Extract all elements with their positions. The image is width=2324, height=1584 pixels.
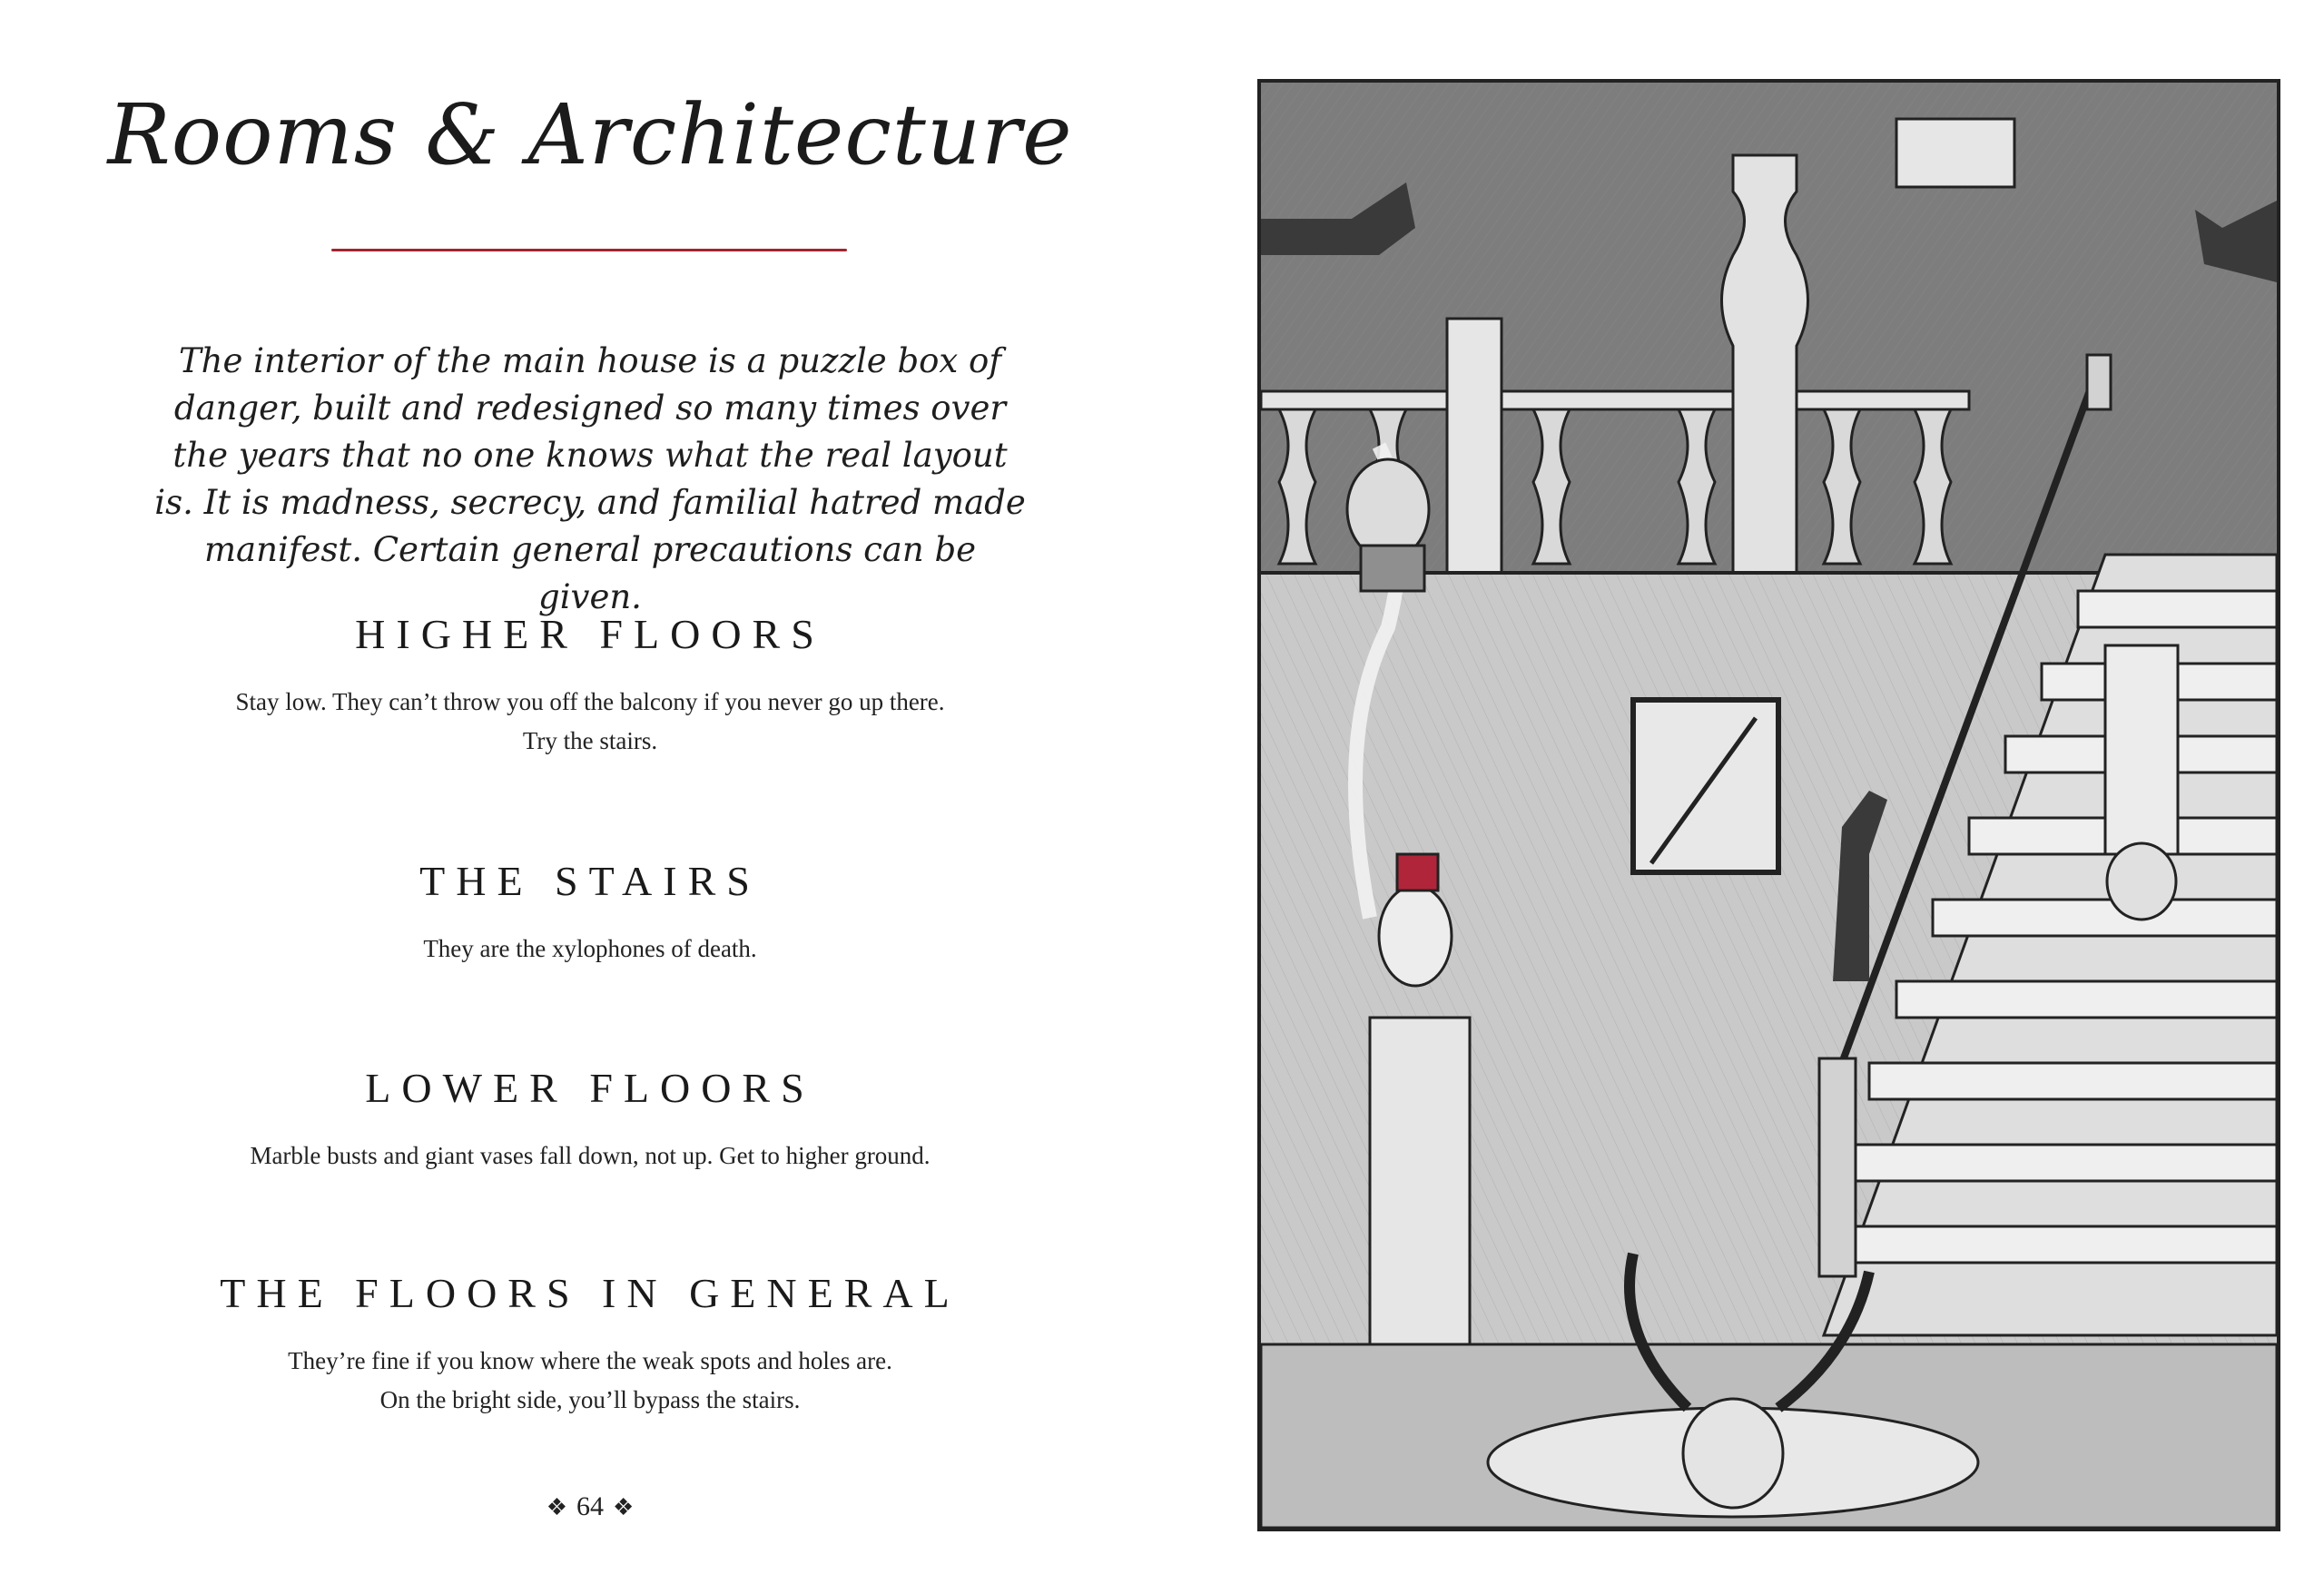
ornament-right-icon: ❖ bbox=[613, 1494, 635, 1520]
falling-woman-figure bbox=[2105, 645, 2178, 920]
body-line: Marble busts and giant vases fall down, not up. Get to higher ground. bbox=[250, 1142, 931, 1169]
heading-lower-floors: LOWER FLOORS bbox=[365, 1065, 815, 1111]
small-framed-picture bbox=[1896, 119, 2014, 187]
body-lower-floors bbox=[0, 1136, 1180, 1176]
haunted-stairs-illustration bbox=[1257, 79, 2280, 1531]
intro-paragraph: The interior of the main house is a puzzle box of danger, built and redesigned so many times over the years that no one knows what the real layout is. It is madness, secrecy, and familial hatred made manifest. Certain general precautions can be given. bbox=[154, 341, 1026, 616]
heading-floors-in-general: THE FLOORS IN GENERAL bbox=[220, 1270, 960, 1316]
page-title: Rooms & Architecture bbox=[107, 86, 1073, 183]
column-left bbox=[1447, 319, 1502, 573]
body-line: Try the stairs. bbox=[522, 727, 658, 754]
page-number-value: 64 bbox=[576, 1491, 604, 1521]
floating-head-figure bbox=[1347, 459, 1429, 591]
ornament-left-icon: ❖ bbox=[546, 1494, 567, 1520]
body-line: They are the xylophones of death. bbox=[423, 935, 757, 962]
page-number bbox=[0, 1491, 1180, 1522]
heading-higher-floors: HIGHER FLOORS bbox=[355, 611, 825, 657]
title-divider bbox=[331, 249, 847, 251]
body-higher-floors bbox=[0, 683, 1180, 761]
heading-the-stairs: THE STAIRS bbox=[419, 858, 761, 904]
body-floors-in-general bbox=[0, 1342, 1180, 1420]
red-fez bbox=[1397, 854, 1438, 890]
balcony-rail bbox=[1261, 391, 1969, 409]
body-line: They’re fine if you know where the weak spots and holes are. bbox=[288, 1347, 892, 1374]
body-line: Stay low. They can’t throw you off the balcony if you never go up there. bbox=[235, 688, 945, 715]
body-line: On the bright side, you’ll bypass the stairs. bbox=[379, 1386, 801, 1413]
body-the-stairs bbox=[0, 930, 1180, 969]
illustration-drawing bbox=[1261, 83, 2277, 1528]
